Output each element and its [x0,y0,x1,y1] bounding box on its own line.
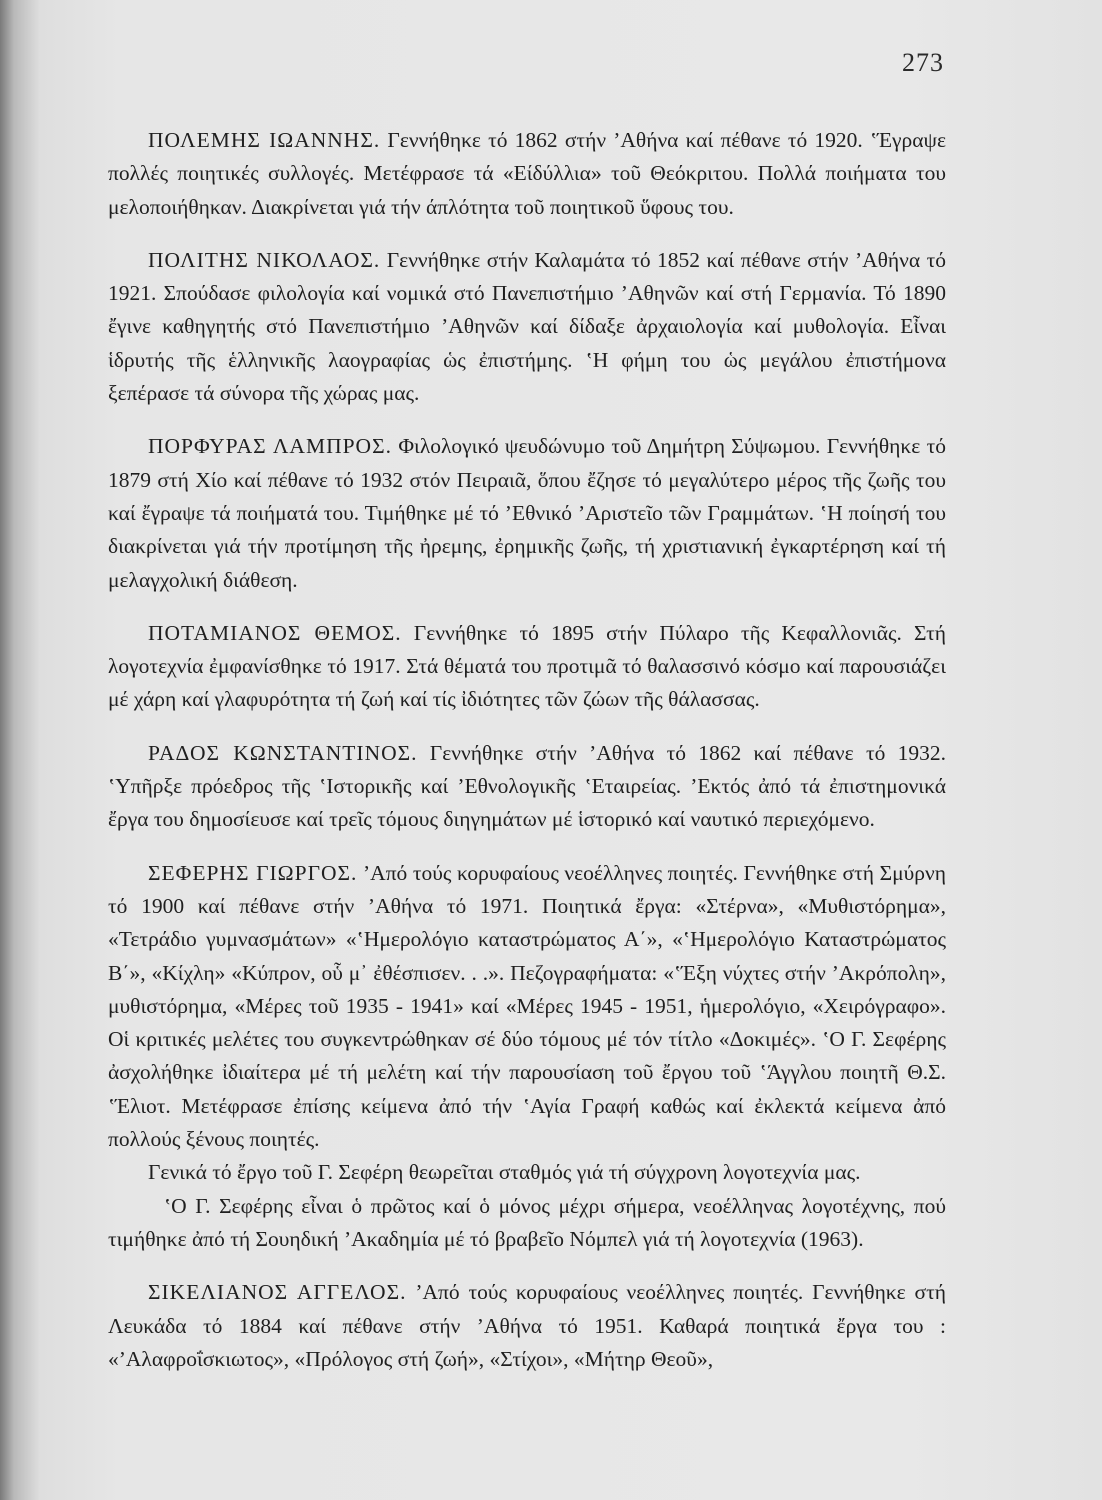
entry-potamianos [108,617,946,717]
entry-text: ’Από τούς κορυφαίους νεοέλληνες ποιητές. Γεννήθηκε στή Λευκάδα τό 1884 καί πέθανε στήν ’Αθήνα τό 1951. Καθαρά ποιητικά ἔργα του : «’Αλαφροΐσκιωτος», «Πρόλογος στή ζωή», «Στίχοι», «Μήτηρ Θεοῦ», [108,1280,946,1371]
entry-polemis [108,124,946,224]
entry-text: Φιλολογικό ψευδώνυμο τοῦ Δημήτρη Σύψωμου. Γεννήθηκε τό 1879 στή Χίο καί πέθανε τό 1932 στόν Πειραιᾶ, ὅπου ἔζησε τό μεγαλύτερο μέρος τῆς ζωῆς του καί ἔγραψε τά ποιήματά του. Τιμήθηκε μέ τό ’Εθνικό ’Αριστεῖο τῶν Γραμμάτων. ‛Η ποίησή του διακρίνεται γιά τήν προτίμηση τῆς ἠρεμης, ἐρημικῆς ζωῆς, τή χριστιανική ἐγκαρτέρηση καί τή μελαγχολική διάθεση. [108,434,946,592]
entry-paragraph [108,737,946,837]
entry-name: ΠΟΡΦΥΡΑΣ ΛΑΜΠΡΟΣ. [148,434,392,459]
entry-paragraph [108,617,946,717]
entry-name: ΣΕΦΕΡΗΣ ΓΙΩΡΓΟΣ. [148,860,358,885]
entry-porfyras [108,430,946,596]
entry-name: ΡΑΔΟΣ ΚΩΝΣΤΑΝΤΙΝΟΣ. [148,740,418,765]
entry-text: Γεννήθηκε στήν Καλαμάτα τό 1852 καί πέθανε στήν ’Αθήνα τό 1921. Σπούδασε φιλολογία καί νομικά στό Πανεπιστήμιο ’Αθηνῶν καί στή Γερμανία. Τό 1890 ἔγινε καθηγητής στό Πανεπιστήμιο ’Αθηνῶν καί δίδαξε ἀρχαιολογία καί μυθολογία. Εἶναι ἱδρυτής τῆς ἑλληνικῆς λαογραφίας ὡς ἐπιστήμης. ‛Η φήμη του ὡς μεγάλου ἐπιστήμονα ξεπέρασε τά σύνορα τῆς χώρας μας. [108,247,946,406]
page-number: 273 [902,48,944,77]
entry-paragraph [108,124,946,224]
entry-name: ΠΟΛΙΤΗΣ ΝΙΚΟΛΑΟΣ. [148,247,381,272]
entry-name: ΣΙΚΕΛΙΑΝΟΣ ΑΓΓΕΛΟΣ. [148,1280,407,1305]
entry-politis [108,244,946,410]
entry-text: Γεννήθηκε στήν ’Αθήνα τό 1862 καί πέθανε τό 1932. ‛Υπῆρξε πρόεδρος τῆς ‛Ιστορικῆς καί ’Εθνολογικῆς ‛Εταιρείας. ’Εκτός ἀπό τά ἐπιστημονικά ἔργα του δημοσίευσε καί τρεῖς τόμους διηγημάτων μέ ἱστορικό καί ναυτικό περιεχόμενο. [108,740,946,832]
entry-sikelianos [108,1276,946,1376]
entry-seferis [108,857,946,1257]
entry-paragraph-continued: Γενικά τό ἔργο τοῦ Γ. Σεφέρη θεωρεῖται σταθμός γιά τή σύγχρονη λογοτεχνία μας. [148,1160,861,1185]
entry-text: ’Από τούς κορυφαίους νεοέλληνες ποιητές. Γεννήθηκε στή Σμύρνη τό 1900 καί πέθανε στήν ’Αθήνα τό 1971. Ποιητικά ἔργα: «Στέρνα», «Μυθιστόρημα», «Τετράδιο γυμνασμάτων» «‛Ημερολόγιο καταστρώματος Α΄», «‛Ημερολόγιο Καταστρώματος Β΄», «Κίχλη» «Κύπρον, οὗ μ᾽ ἐθέσπισεν. . .». Πεζογραφήματα: «‛Έξη νύχτες στήν ’Ακρόπολη», μυθιστόρημα, «Μέρες τοῦ 1935 - 1941» καί «Μέρες 1945 - 1951, ἡμερολόγιο, «Χειρόγραφο». Οἱ κριτικές μελέτες του συγκεντρώθηκαν σέ δύο τόμους μέ τόν τίτλο «Δοκιμές». ‛Ο Γ. Σεφέρης ἀσχολήθηκε ἰδιαίτερα μέ τή μελέτη καί τήν παρουσίαση τοῦ ἔργου τοῦ ‛Άγγλου ποιητῆ Θ.Σ. ‛Έλιοτ. Μετέφρασε ἐπίσης κείμενα ἀπό τήν ‛Αγία Γραφή καθώς καί ἐκλεκτά κείμενα ἀπό πολλούς ξένους ποιητές. [108,860,946,1152]
entry-paragraph [108,244,946,410]
entry-paragraph [108,857,946,1157]
entry-text: Γεννήθηκε τό 1895 στήν Πύλαρο τῆς Κεφαλλονιᾶς. Στή λογοτεχνία ἐμφανίσθηκε τό 1917. Στά θέματά του προτιμᾶ τό θαλασσινό κόσμο καί παρουσιάζει μέ χάρη καί γλαφυρότητα τή ζωή καί τίς ἰδιότητες τῶν ζώων τῆς θάλασσας. [108,620,946,712]
entry-rados [108,737,946,837]
entry-name: ΠΟΛΕΜΗΣ ΙΩΑΝΝΗΣ. [148,128,381,152]
entry-paragraph [108,430,946,596]
entry-paragraph-continued: ‛Ο Γ. Σεφέρης εἶναι ὁ πρῶτος καί ὁ μόνος μέχρι σήμερα, νεοέλληνας λογοτέχνης, πού τιμήθηκε ἀπό τή Σουηδική ’Ακαδημία μέ τό βραβεῖο Νόμπελ γιά τή λογοτεχνία (1963). [108,1193,946,1251]
entry-text: Γεννήθηκε τό 1862 στήν ’Αθήνα καί πέθανε τό 1920. ‛Έγραψε πολλές ποιητικές συλλογές. Μετέφρασε τά «Είδύλλια» τοῦ Θεόκριτου. Πολλά ποιήματα του μελοποιήθηκαν. Διακρίνεται γιά τήν άπλότητα τοῦ ποιητικοῦ ὕφους του. [108,128,946,219]
biography-entries [108,124,946,1396]
entry-name: ΠΟΤΑΜΙΑΝΟΣ ΘΕΜΟΣ. [148,620,402,645]
entry-paragraph [108,1276,946,1376]
